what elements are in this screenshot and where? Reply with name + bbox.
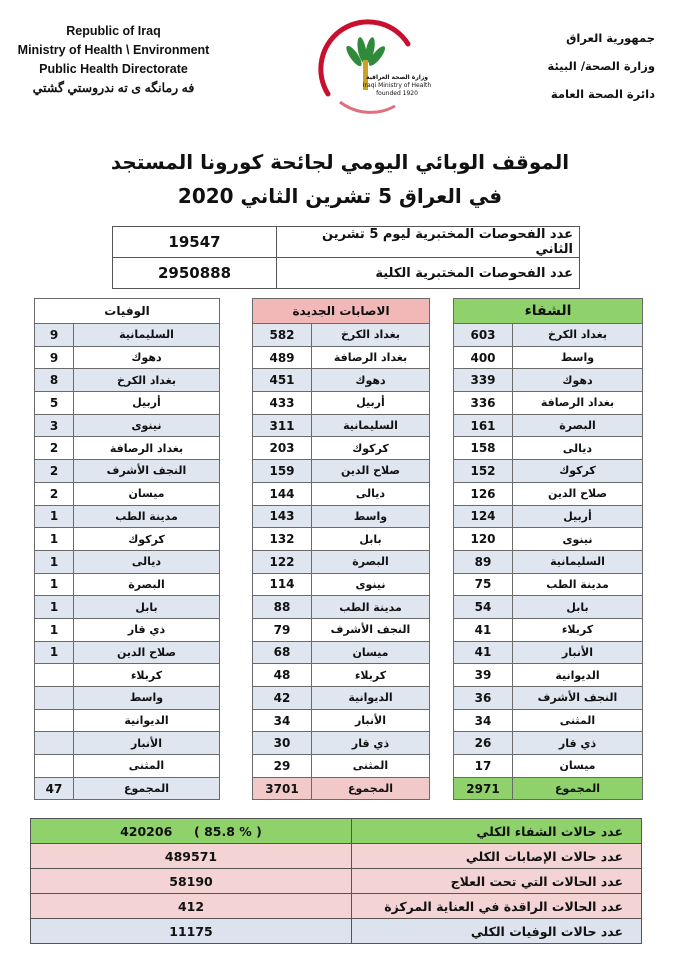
summary-label: عدد حالات الإصابات الكلي xyxy=(352,844,642,869)
table-row xyxy=(253,460,430,483)
table-row xyxy=(454,596,643,619)
governorate-cell: كربلاء xyxy=(74,664,220,687)
summary-row xyxy=(31,819,642,844)
count-cell: 489 xyxy=(253,346,312,369)
logo-text xyxy=(362,74,432,98)
count-cell: 3 xyxy=(35,414,74,437)
table-row xyxy=(454,482,643,505)
total-tests-value: 2950888 xyxy=(113,258,277,289)
table-row xyxy=(35,641,220,664)
table-row xyxy=(35,392,220,415)
table-row xyxy=(454,528,643,551)
table-row xyxy=(35,324,220,347)
count-cell: 1 xyxy=(35,641,74,664)
total-tests-label: عدد الفحوصات المختبرية الكلية xyxy=(277,258,580,289)
total-tests-row xyxy=(113,258,580,289)
count-cell: 132 xyxy=(253,528,312,551)
table-row xyxy=(35,528,220,551)
table-row xyxy=(454,505,643,528)
count-cell: 120 xyxy=(454,528,513,551)
table-row xyxy=(454,641,643,664)
governorate-cell: نينوى xyxy=(513,528,643,551)
table-row xyxy=(253,369,430,392)
table-row xyxy=(35,732,220,755)
governorate-cell: بغداد الكرخ xyxy=(513,324,643,347)
governorate-cell: نينوى xyxy=(74,414,220,437)
governorate-cell: واسط xyxy=(513,346,643,369)
governorate-cell: الأنبار xyxy=(513,641,643,664)
english-header-line: Ministry of Health \ Environment xyxy=(17,43,210,57)
governorate-cell: واسط xyxy=(74,687,220,710)
governorate-cell: الديوانية xyxy=(312,687,430,710)
governorate-cell: الأنبار xyxy=(74,732,220,755)
count-cell: 124 xyxy=(454,505,513,528)
table-row xyxy=(454,460,643,483)
table-row xyxy=(253,437,430,460)
table-row xyxy=(35,709,220,732)
total-value: 3701 xyxy=(253,777,312,800)
count-cell xyxy=(35,664,74,687)
table-row xyxy=(35,596,220,619)
recoveries-table xyxy=(453,298,643,800)
total-label: المجموع xyxy=(513,777,643,800)
table-row xyxy=(253,550,430,573)
table-row xyxy=(454,437,643,460)
count-cell xyxy=(35,687,74,710)
governorate-cell: صلاح الدين xyxy=(74,641,220,664)
table-row xyxy=(253,755,430,778)
count-cell: 26 xyxy=(454,732,513,755)
count-cell: 9 xyxy=(35,346,74,369)
table-row xyxy=(253,596,430,619)
summary-value: 420206 ( 85.8 % ) xyxy=(31,819,352,844)
daily-tests-label: عدد الفحوصات المختبرية ليوم 5 تشرين الثاني xyxy=(277,227,580,258)
governorate-cell: كركوك xyxy=(74,528,220,551)
table-row xyxy=(253,392,430,415)
summary-value: 58190 xyxy=(31,869,352,894)
report-title: الموقف الوبائي اليومي لجائحة كورونا المستجد xyxy=(110,150,570,174)
table-row xyxy=(35,414,220,437)
count-cell: 122 xyxy=(253,550,312,573)
count-cell: 5 xyxy=(35,392,74,415)
governorate-cell: مدينة الطب xyxy=(312,596,430,619)
governorate-cell: بغداد الكرخ xyxy=(312,324,430,347)
summary-row xyxy=(31,869,642,894)
table-row xyxy=(253,573,430,596)
lab-tests-table xyxy=(112,226,580,289)
recoveries-header: الشفاء xyxy=(454,299,643,324)
count-cell: 89 xyxy=(454,550,513,573)
count-cell: 41 xyxy=(454,618,513,641)
summary-label: عدد حالات الشفاء الكلي xyxy=(352,819,642,844)
governorate-cell: مدينة الطب xyxy=(74,505,220,528)
summary-label: عدد الحالات التي تحت العلاج xyxy=(352,869,642,894)
total-row xyxy=(253,777,430,800)
governorate-cell: ميسان xyxy=(513,755,643,778)
governorate-cell: المثنى xyxy=(513,709,643,732)
count-cell: 2 xyxy=(35,482,74,505)
table-row xyxy=(35,573,220,596)
governorate-cell: السليمانية xyxy=(312,414,430,437)
table-row xyxy=(454,664,643,687)
count-cell: 144 xyxy=(253,482,312,505)
table-row xyxy=(35,369,220,392)
arabic-header-line: وزارة الصحة/ البيئة xyxy=(547,59,655,73)
governorate-cell: البصرة xyxy=(513,414,643,437)
table-row xyxy=(454,755,643,778)
governorate-cell: البصرة xyxy=(312,550,430,573)
summary-row xyxy=(31,894,642,919)
table-row xyxy=(253,324,430,347)
summary-value: 11175 xyxy=(31,919,352,944)
governorate-cell: ذي قار xyxy=(513,732,643,755)
logo-text-line: Iraqi Ministry of Health xyxy=(362,82,432,89)
kurdish-header-line: فه رمانگه ی ته ندروستي گشتي xyxy=(32,81,195,95)
count-cell: 114 xyxy=(253,573,312,596)
count-cell: 34 xyxy=(253,709,312,732)
count-cell: 8 xyxy=(35,369,74,392)
table-row xyxy=(253,414,430,437)
governorate-cell: النجف الأشرف xyxy=(74,460,220,483)
count-cell: 159 xyxy=(253,460,312,483)
count-cell: 88 xyxy=(253,596,312,619)
table-row xyxy=(35,482,220,505)
arabic-header-line: جمهورية العراق xyxy=(566,31,655,45)
governorate-cell: كركوك xyxy=(312,437,430,460)
count-cell: 29 xyxy=(253,755,312,778)
governorate-cell: بابل xyxy=(513,596,643,619)
logo-text-line: founded 1920 xyxy=(376,90,418,97)
count-cell xyxy=(35,755,74,778)
governorate-cell: نينوى xyxy=(312,573,430,596)
governorate-cell: الديوانية xyxy=(74,709,220,732)
count-cell: 1 xyxy=(35,596,74,619)
table-row xyxy=(454,709,643,732)
count-cell: 42 xyxy=(253,687,312,710)
summary-label: عدد حالات الوفيات الكلي xyxy=(352,919,642,944)
count-cell: 126 xyxy=(454,482,513,505)
governorate-cell: كربلاء xyxy=(513,618,643,641)
count-cell: 339 xyxy=(454,369,513,392)
table-row xyxy=(35,664,220,687)
governorate-cell: النجف الأشرف xyxy=(312,618,430,641)
governorate-cell: النجف الأشرف xyxy=(513,687,643,710)
governorate-cell: واسط xyxy=(312,505,430,528)
count-cell: 75 xyxy=(454,573,513,596)
governorate-cell: الأنبار xyxy=(312,709,430,732)
table-row xyxy=(253,732,430,755)
governorate-cell: ديالى xyxy=(74,550,220,573)
summary-row xyxy=(31,919,642,944)
governorate-cell: المثنى xyxy=(74,755,220,778)
total-value: 47 xyxy=(35,777,74,800)
table-row xyxy=(454,369,643,392)
governorate-cell: البصرة xyxy=(74,573,220,596)
count-cell: 1 xyxy=(35,505,74,528)
count-cell: 1 xyxy=(35,550,74,573)
summary-value: 489571 xyxy=(31,844,352,869)
table-row xyxy=(253,482,430,505)
english-header xyxy=(6,22,221,98)
count-cell: 39 xyxy=(454,664,513,687)
count-cell: 48 xyxy=(253,664,312,687)
table-row xyxy=(253,709,430,732)
count-cell: 36 xyxy=(454,687,513,710)
table-row xyxy=(35,755,220,778)
table-row xyxy=(253,641,430,664)
governorate-cell: أربيل xyxy=(312,392,430,415)
count-cell: 68 xyxy=(253,641,312,664)
governorate-cell: ذي قار xyxy=(74,618,220,641)
table-row xyxy=(35,550,220,573)
table-row xyxy=(454,732,643,755)
arabic-header-line: دائرة الصحة العامة xyxy=(550,87,655,101)
governorate-cell: بغداد الكرخ xyxy=(74,369,220,392)
count-cell: 34 xyxy=(454,709,513,732)
count-cell xyxy=(35,709,74,732)
table-row xyxy=(454,414,643,437)
new-cases-header: الاصابات الجديدة xyxy=(253,299,430,324)
table-row xyxy=(35,687,220,710)
count-cell: 17 xyxy=(454,755,513,778)
summary-table xyxy=(30,818,642,944)
governorate-cell: السليمانية xyxy=(74,324,220,347)
table-row xyxy=(454,550,643,573)
governorate-cell: ميسان xyxy=(74,482,220,505)
daily-tests-row xyxy=(113,227,580,258)
governorate-cell: بغداد الرصافة xyxy=(74,437,220,460)
table-row xyxy=(35,618,220,641)
summary-row xyxy=(31,844,642,869)
count-cell: 603 xyxy=(454,324,513,347)
count-cell: 158 xyxy=(454,437,513,460)
governorate-cell: صلاح الدين xyxy=(513,482,643,505)
count-cell: 400 xyxy=(454,346,513,369)
daily-tests-value: 19547 xyxy=(113,227,277,258)
total-label: المجموع xyxy=(74,777,220,800)
governorate-cell: دهوك xyxy=(312,369,430,392)
count-cell: 143 xyxy=(253,505,312,528)
governorate-cell: ديالى xyxy=(312,482,430,505)
governorate-cell: ديالى xyxy=(513,437,643,460)
table-row xyxy=(454,618,643,641)
governorate-cell: المثنى xyxy=(312,755,430,778)
governorate-cell: بغداد الرصافة xyxy=(513,392,643,415)
table-row xyxy=(454,346,643,369)
table-row xyxy=(253,664,430,687)
english-header-line: Republic of Iraq xyxy=(66,24,161,38)
summary-label: عدد الحالات الراقدة في العناية المركزة xyxy=(352,894,642,919)
table-row xyxy=(454,687,643,710)
count-cell: 41 xyxy=(454,641,513,664)
governorate-cell: الديوانية xyxy=(513,664,643,687)
table-row xyxy=(35,346,220,369)
table-row xyxy=(35,505,220,528)
table-row xyxy=(253,687,430,710)
governorate-cell: دهوك xyxy=(513,369,643,392)
table-row xyxy=(253,346,430,369)
new-cases-table xyxy=(252,298,430,800)
count-cell: 161 xyxy=(454,414,513,437)
table-row xyxy=(253,618,430,641)
total-row xyxy=(35,777,220,800)
table-row xyxy=(454,392,643,415)
governorate-cell: مدينة الطب xyxy=(513,573,643,596)
count-cell: 152 xyxy=(454,460,513,483)
count-cell: 203 xyxy=(253,437,312,460)
table-row xyxy=(454,573,643,596)
governorate-cell: ميسان xyxy=(312,641,430,664)
count-cell: 1 xyxy=(35,618,74,641)
governorate-cell: أربيل xyxy=(513,505,643,528)
count-cell: 451 xyxy=(253,369,312,392)
governorate-cell: السليمانية xyxy=(513,550,643,573)
count-cell: 2 xyxy=(35,460,74,483)
table-row xyxy=(454,324,643,347)
count-cell: 54 xyxy=(454,596,513,619)
count-cell: 311 xyxy=(253,414,312,437)
governorate-cell: دهوك xyxy=(74,346,220,369)
governorate-cell: كركوك xyxy=(513,460,643,483)
table-row xyxy=(253,528,430,551)
english-header-line: Public Health Directorate xyxy=(39,62,188,76)
governorate-cell: صلاح الدين xyxy=(312,460,430,483)
governorate-cell: بغداد الرصافة xyxy=(312,346,430,369)
table-row xyxy=(35,460,220,483)
count-cell: 79 xyxy=(253,618,312,641)
count-cell: 2 xyxy=(35,437,74,460)
count-cell: 30 xyxy=(253,732,312,755)
deaths-table xyxy=(34,298,220,800)
governorate-cell: ذي قار xyxy=(312,732,430,755)
total-value: 2971 xyxy=(454,777,513,800)
total-label: المجموع xyxy=(312,777,430,800)
deaths-header: الوفيات xyxy=(35,299,220,324)
count-cell: 336 xyxy=(454,392,513,415)
governorate-cell: أربيل xyxy=(74,392,220,415)
table-row xyxy=(253,505,430,528)
logo-text-line: وزارة الصحة العراقية xyxy=(365,74,429,81)
governorate-cell: بابل xyxy=(312,528,430,551)
ministry-logo xyxy=(300,14,430,124)
count-cell xyxy=(35,732,74,755)
governorate-cell: كربلاء xyxy=(312,664,430,687)
count-cell: 1 xyxy=(35,528,74,551)
count-cell: 9 xyxy=(35,324,74,347)
table-row xyxy=(35,437,220,460)
count-cell: 582 xyxy=(253,324,312,347)
total-row xyxy=(454,777,643,800)
count-cell: 433 xyxy=(253,392,312,415)
governorate-cell: بابل xyxy=(74,596,220,619)
summary-value: 412 xyxy=(31,894,352,919)
report-subtitle: في العراق 5 تشرين الثاني 2020 xyxy=(177,184,503,208)
count-cell: 1 xyxy=(35,573,74,596)
arabic-header xyxy=(485,24,655,108)
